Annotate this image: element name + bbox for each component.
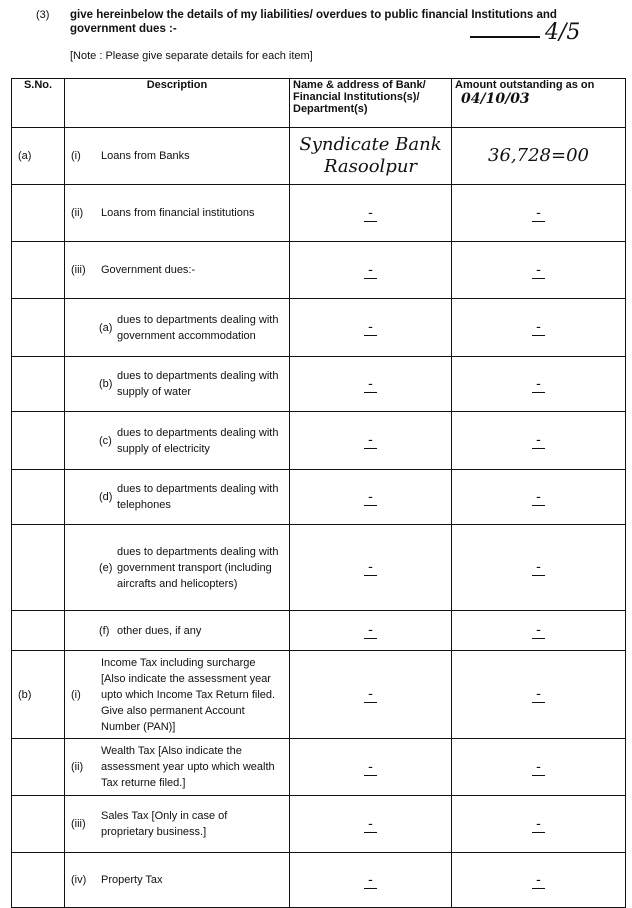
bank-nil-mark: - [364,376,377,393]
amount-nil-mark: - [532,319,545,336]
amount-cell [452,357,626,412]
description-cell [65,611,290,651]
col-sno-header: S.No. [12,79,65,128]
amount-nil-mark: - [532,816,545,833]
amount-cell [452,651,626,739]
sno-cell [12,853,65,908]
amount-nil-mark: - [532,872,545,889]
bank-nil-mark: - [364,205,377,222]
row-numeral: (iv) [71,874,87,886]
amount-cell [452,470,626,525]
amount-cell [452,185,626,242]
sub-item-letter: (e) [99,561,113,574]
bank-nil-mark: - [364,686,377,703]
description-cell [65,242,290,299]
table-row [12,739,626,796]
amount-cell [452,611,626,651]
description-cell [65,796,290,853]
row-numeral: (iii) [71,264,86,276]
sno-cell [12,470,65,525]
description-text: dues to departments dealing with supply of electricity [117,426,279,455]
sub-item-letter: (c) [99,434,112,447]
description-text: dues to departments dealing with government accommodation [117,313,279,342]
description-text: other dues, if any [117,624,202,637]
amount-nil-mark: - [532,432,545,449]
table-row [12,128,626,185]
liabilities-table [11,78,626,908]
description-cell [65,470,290,525]
description-cell [65,525,290,611]
bank-nil-mark: - [364,872,377,889]
bank-name: Syndicate Bank Rasoolpur [299,134,442,177]
sno-cell [12,525,65,611]
bank-cell [290,796,452,853]
description-text: dues to departments dealing with supply of water [117,370,279,398]
amount-cell [452,128,626,185]
description-text: Loans from financial institutions [101,207,255,219]
row-numeral: (iii) [71,818,86,830]
amount-cell [452,853,626,908]
amount-nil-mark: - [532,376,545,393]
bank-nil-mark: - [364,816,377,833]
bank-cell [290,470,452,525]
amount-cell [452,525,626,611]
col-description-header: Description [65,79,290,128]
sno-cell [12,412,65,470]
sub-item-letter: (a) [99,321,113,334]
table-row [12,525,626,611]
col-bank-header: Name & address of Bank/ Financial Institutions(s)/ Department(s) [290,79,452,128]
amount-nil-mark: - [532,489,545,506]
bank-nil-mark: - [364,622,377,639]
sub-item-letter: (d) [99,491,113,503]
bank-nil-mark: - [364,319,377,336]
sno-cell: (a) [12,128,65,185]
amount-nil-mark: - [532,205,545,222]
intro-text: give hereinbelow the details of my liabilities/ overdues to public financial Institutions and government dues :- [70,9,557,35]
table-row [12,470,626,525]
table-row [12,242,626,299]
sno-cell [12,357,65,412]
bank-cell [290,525,452,611]
description-text: Loans from Banks [101,150,190,162]
bank-cell [290,611,452,651]
sno-cell: (b) [12,651,65,739]
sub-item-letter: (b) [99,378,113,390]
description-cell [65,412,290,470]
bank-cell [290,651,452,739]
row-numeral: (ii) [71,207,84,219]
bank-cell [290,242,452,299]
row-numeral: (ii) [71,761,84,773]
bank-nil-mark: - [364,432,377,449]
sno-cell [12,796,65,853]
bank-cell [290,739,452,796]
description-text: Income Tax including surcharge [Also indicate the assessment year upto which Income Tax Return filed. Give also permanent Account Number (PAN)] [101,656,276,733]
bank-nil-mark: - [364,489,377,506]
col-amount-header [452,79,626,128]
bank-cell [290,185,452,242]
page-mark-underline [470,36,540,38]
amount-nil-mark: - [532,262,545,279]
description-text: dues to departments dealing with government transport (including aircrafts and helicopters) [117,545,279,590]
description-text: Government dues:- [101,264,196,276]
bank-nil-mark: - [364,559,377,576]
amount-nil-mark: - [532,559,545,576]
table-row [12,651,626,739]
amount-cell [452,796,626,853]
sno-cell [12,242,65,299]
bank-cell [290,853,452,908]
sno-cell [12,611,65,651]
amount-nil-mark: - [532,622,545,639]
row-numeral: (i) [71,150,81,162]
table-row [12,299,626,357]
table-row [12,185,626,242]
row-numeral: (i) [71,688,81,701]
table-row [12,412,626,470]
description-cell [65,357,290,412]
bank-cell [290,128,452,185]
bank-cell [290,299,452,357]
amount-cell [452,739,626,796]
bank-cell [290,412,452,470]
description-cell [65,853,290,908]
description-cell [65,739,290,796]
amount-cell [452,299,626,357]
item-number: (3) [36,9,50,21]
sno-cell [12,299,65,357]
amount-value: 36,728=00 [488,145,589,166]
bank-nil-mark: - [364,759,377,776]
amount-cell [452,242,626,299]
amount-header-label: Amount outstanding as on [455,79,595,91]
table-row [12,357,626,412]
sno-cell [12,739,65,796]
description-cell [65,299,290,357]
table-row [12,796,626,853]
sno-cell [12,185,65,242]
description-text: dues to departments dealing with telephones [117,483,279,511]
description-cell [65,128,290,185]
description-text: Property Tax [101,874,163,886]
table-row [12,853,626,908]
description-text: Sales Tax [Only in case of proprietary business.] [101,810,228,838]
page-mark: 4/5 [545,20,581,45]
bank-nil-mark: - [364,262,377,279]
amount-nil-mark: - [532,759,545,776]
description-cell [65,651,290,739]
note-text: [Note : Please give separate details for each item] [70,50,313,62]
sub-item-letter: (f) [99,624,110,637]
amount-date: 04/10/03 [461,91,530,107]
bank-cell [290,357,452,412]
header-row [12,79,626,128]
description-cell [65,185,290,242]
amount-nil-mark: - [532,686,545,703]
amount-cell [452,412,626,470]
description-text: Wealth Tax [Also indicate the assessment year upto which wealth Tax returne filed.] [101,745,275,789]
table-row [12,611,626,651]
